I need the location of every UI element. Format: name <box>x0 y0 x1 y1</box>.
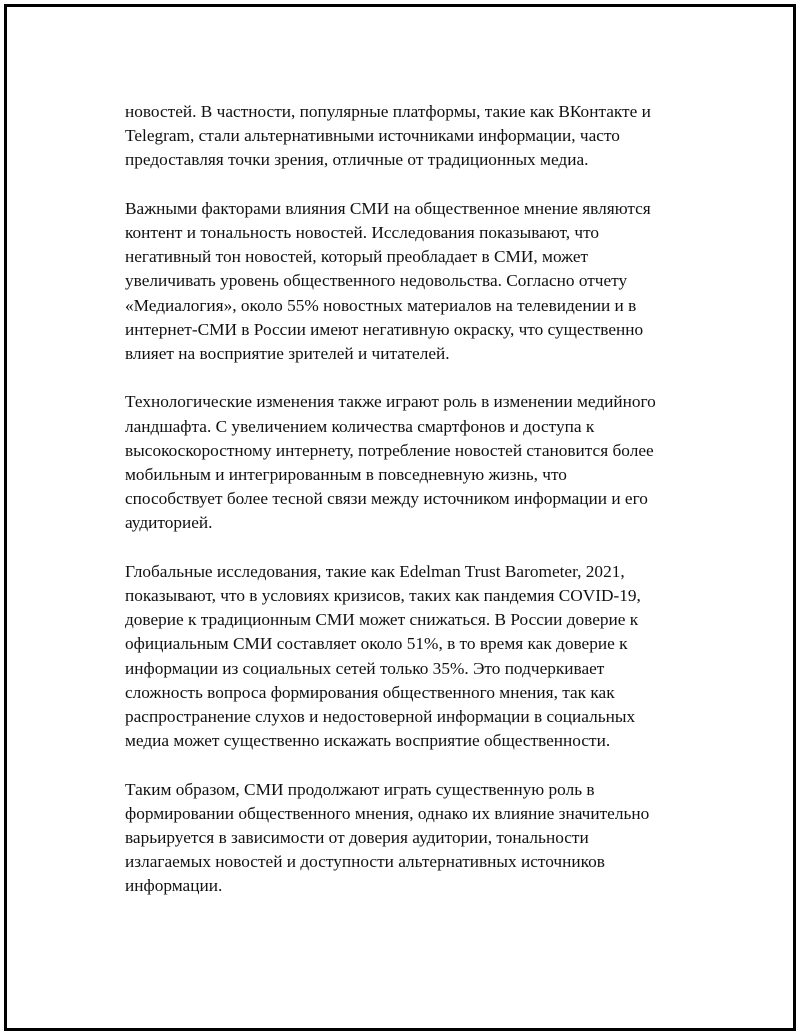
text-line: увеличивать уровень общественного недовольства. Согласно отчету <box>125 271 628 291</box>
text-line: Таким образом, СМИ продолжают играть существенную роль в <box>125 779 595 799</box>
text-line: официальным СМИ составляет около 51%, в то время как доверие к <box>125 634 628 654</box>
text-line: информации. <box>125 876 223 896</box>
text-line: аудиторией. <box>125 513 213 533</box>
text-line: ландшафта. С увеличением количества смартфонов и доступа к <box>125 416 595 436</box>
paragraph-2 <box>125 197 705 366</box>
text-line: способствует более тесной связи между источником информации и его <box>125 489 648 509</box>
text-line: негативный тон новостей, который преобладает в СМИ, может <box>125 247 589 267</box>
text-line: формировании общественного мнения, однако их влияние значительно <box>125 803 650 823</box>
document-body <box>125 100 705 923</box>
text-line: интернет-СМИ в России имеют негативную окраску, что существенно <box>125 319 644 339</box>
page-border <box>4 4 796 1031</box>
text-line: показывают, что в условиях кризисов, таких как пандемия COVID-19, <box>125 586 641 606</box>
text-line: медиа может существенно искажать восприятие общественности. <box>125 731 611 751</box>
text-line: сложность вопроса формирования общественного мнения, так как <box>125 682 615 702</box>
text-line: Технологические изменения также играют роль в изменении медийного <box>125 392 656 412</box>
text-line: «Медиалогия», около 55% новостных материалов на телевидении и в <box>125 295 637 315</box>
text-line: излагаемых новостей и доступности альтернативных источников <box>125 852 605 872</box>
text-line: новостей. В частности, популярные платформы, такие как ВКонтакте и <box>125 102 651 121</box>
text-line: влияет на восприятие зрителей и читателей. <box>125 344 450 364</box>
paragraph-5 <box>125 778 705 899</box>
text-line: информации из социальных сетей только 35%. Это подчеркивает <box>125 658 605 678</box>
text-line: доверие к традиционным СМИ может снижаться. В России доверие к <box>125 610 639 630</box>
text-line: контент и тональность новостей. Исследования показывают, что <box>125 223 600 242</box>
text-line: высокоскоростному интернету, потребление новостей становится более <box>125 440 654 460</box>
text-line: предоставляя точки зрения, отличные от традиционных медиа. <box>125 150 589 170</box>
text-line: распространение слухов и недостоверной информации в социальных <box>125 707 636 727</box>
text-line: мобильным и интегрированным в повседневную жизнь, что <box>125 465 567 485</box>
paragraph-4 <box>125 560 705 754</box>
text-line: Глобальные исследования, такие как Edelman Trust Barometer, 2021, <box>125 561 625 581</box>
text-line: Важными факторами влияния СМИ на общественное мнение являются <box>125 198 651 218</box>
text-line: варьируется в зависимости от доверия аудитории, тональности <box>125 828 589 848</box>
paragraph-3 <box>125 390 705 535</box>
paragraph-1 <box>125 100 705 173</box>
text-line: Telegram, стали альтернативными источниками информации, часто <box>125 126 620 146</box>
